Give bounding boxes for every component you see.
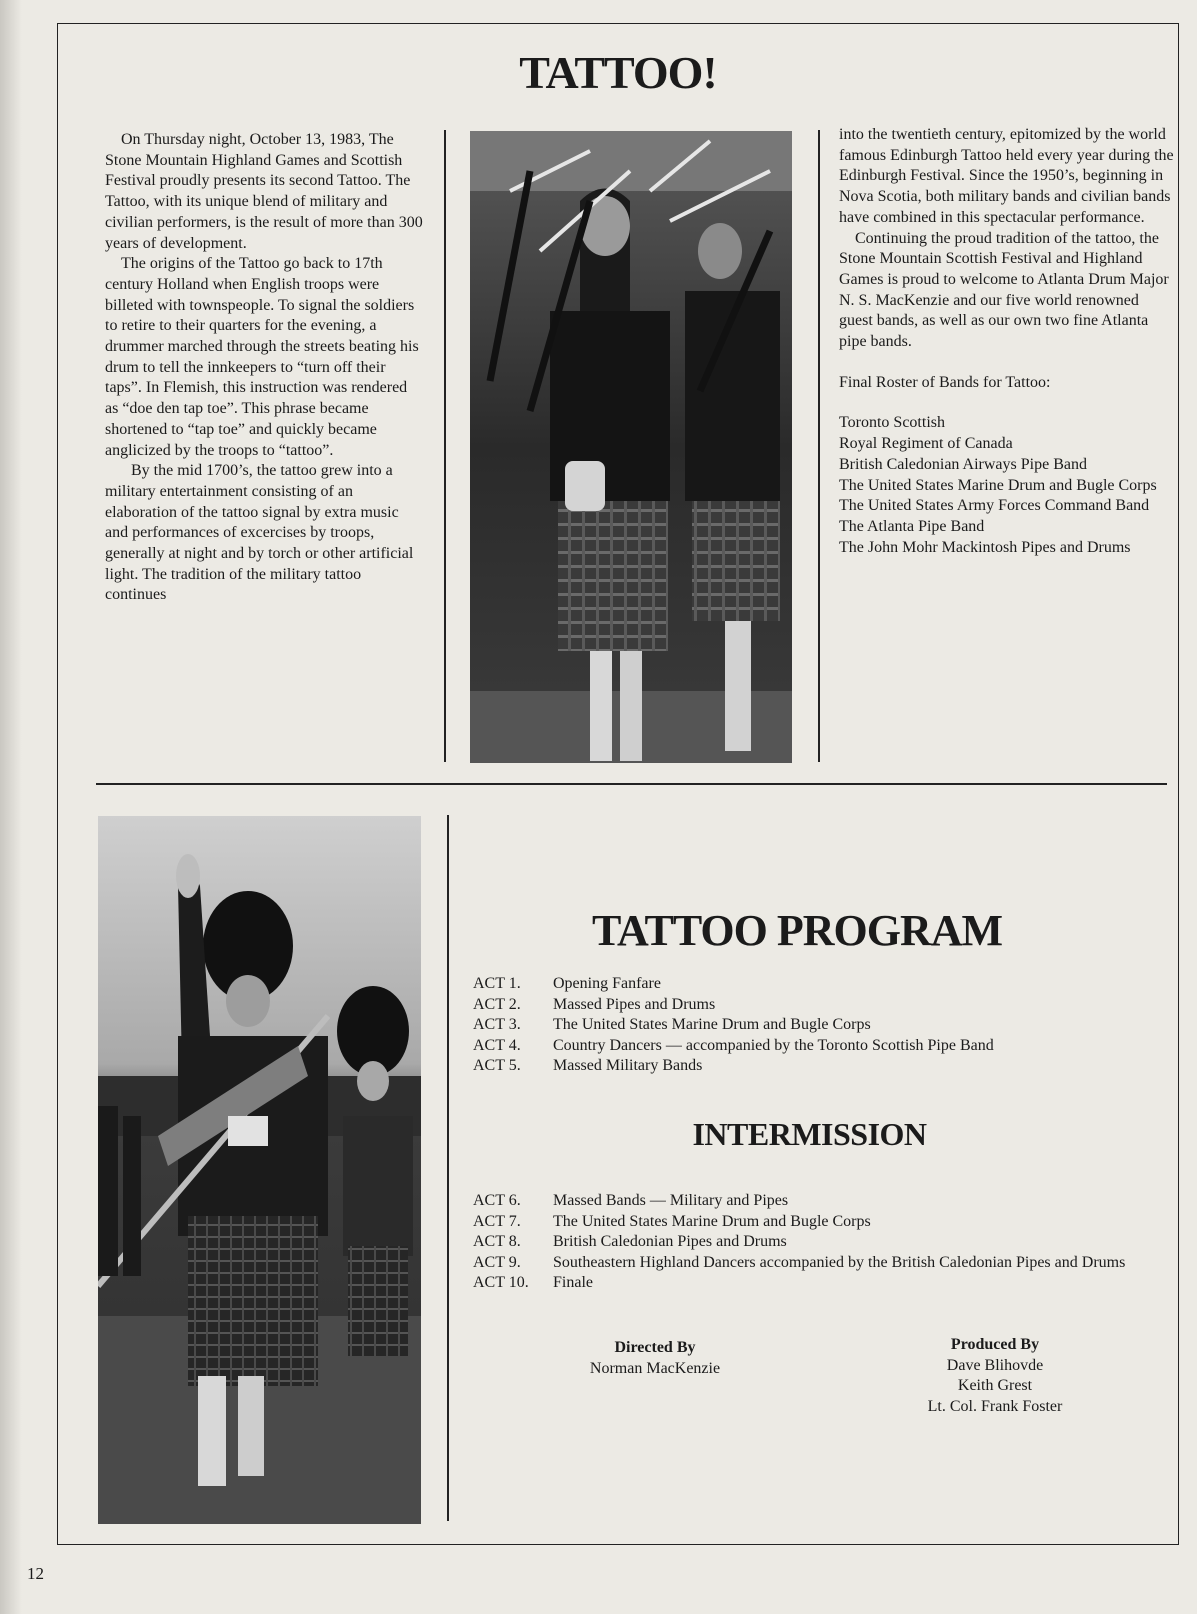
program-acts-part-2 [473, 1191, 1173, 1294]
roster-heading: Final Roster of Bands for Tattoo: [839, 373, 1051, 391]
pipers-photo-image [470, 131, 792, 763]
drum-major-photo-image [98, 816, 421, 1524]
act-number: ACT 2. [473, 995, 521, 1013]
act-number: ACT 7. [473, 1212, 521, 1230]
act-row [473, 1232, 1173, 1253]
act-description: Country Dancers — accompanied by the Toronto Scottish Pipe Band [553, 1036, 994, 1054]
roster-item: The Atlanta Pipe Band [839, 517, 985, 535]
act-description: Opening Fanfare [553, 975, 661, 992]
act-row [473, 1036, 1173, 1057]
drum-major-photo [98, 816, 421, 1524]
directed-by-credit [560, 1338, 750, 1379]
article-column-3 [839, 125, 1174, 558]
credit-heading: Directed By [614, 1339, 696, 1356]
act-row [473, 1273, 1173, 1294]
act-row [473, 1015, 1173, 1036]
program-acts-part-1 [473, 974, 1173, 1077]
produced-by-credit [895, 1335, 1095, 1417]
article-title: TATTOO! [519, 47, 717, 98]
act-number: ACT 5. [473, 1057, 521, 1075]
roster-item: Toronto Scottish [839, 414, 945, 432]
act-description: The United States Marine Drum and Bugle Corps [553, 1212, 871, 1230]
act-description: Massed Pipes and Drums [553, 995, 716, 1013]
act-row [473, 1253, 1173, 1274]
roster-item: The John Mohr Mackintosh Pipes and Drums [839, 538, 1131, 556]
act-number: ACT 3. [473, 1016, 521, 1034]
intermission-heading: INTERMISSION [692, 1116, 927, 1152]
act-description: British Caledonian Pipes and Drums [553, 1233, 787, 1251]
section-divider [96, 783, 1167, 785]
act-number: ACT 1. [473, 975, 521, 992]
act-number: ACT 8. [473, 1233, 521, 1251]
act-number: ACT 4. [473, 1036, 521, 1054]
band-roster [839, 413, 1174, 558]
act-row [473, 1191, 1173, 1212]
paragraph: On Thursday night, October 13, 1983, The Stone Mountain Highland Games and Scottish Festival proudly presents its second Tattoo. The Tattoo, with its unique blend of military and civilian performers, is the result of more than 300 years of development. [105, 131, 423, 252]
paragraph: The origins of the Tattoo go back to 17th century Holland when English troops were billeted with townspeople. To signal the soldiers to retire to their quarters for the evening, a drummer marched through the streets beating his drum to tell the innkeepers to “turn off their taps”. In Flemish, this instruction was rendered as “doe den tap toe”. This phrase became shortened to “tap toe” and quickly became anglicized by the troops to “tattoo”. [105, 255, 419, 459]
credit-name: Dave Blihovde [946, 1356, 1044, 1374]
roster-item: The United States Marine Drum and Bugle Corps [839, 476, 1157, 494]
program-title: TATTOO PROGRAM [591, 906, 1003, 955]
act-row [473, 974, 1173, 995]
credit-name: Keith Grest [957, 1377, 1033, 1394]
act-number: ACT 10. [473, 1274, 529, 1292]
act-description: Finale [553, 1274, 593, 1292]
page-edge-shadow [0, 0, 22, 1614]
column-divider [444, 130, 446, 762]
column-divider [818, 130, 820, 762]
pipers-photo [470, 131, 792, 763]
paragraph: Continuing the proud tradition of the tattoo, the Stone Mountain Scottish Festival and Highland Games is proud to welcome to Atlanta Drum Major N. S. MacKenzie and our five world renowned guest bands, as well as our own two fine Atlanta pipe bands. [839, 229, 1169, 351]
article-column-1 [105, 130, 423, 606]
paragraph: By the mid 1700’s, the tattoo grew into a military entertainment consisting of an elaboration of the tattoo signal by extra music and performances of excercises by troops, generally at night and by torch or other artificial light. The tradition of the military tattoo continues [105, 462, 414, 604]
roster-item: The United States Army Forces Command Band [839, 497, 1150, 515]
credit-name: Norman MacKenzie [589, 1359, 721, 1377]
act-row [473, 1212, 1173, 1233]
credit-name: Lt. Col. Frank Foster [927, 1397, 1063, 1415]
act-number: ACT 6. [473, 1192, 521, 1209]
paragraph: into the twentieth century, epitomized by the world famous Edinburgh Tattoo held every year during the Edinburgh Festival. Since the 1950’s, beginning in Nova Scotia, both military bands and civilian bands have combined in this spectacular performance. [839, 126, 1174, 226]
act-description: Massed Bands — Military and Pipes [553, 1192, 789, 1209]
roster-item: British Caledonian Airways Pipe Band [839, 455, 1087, 473]
page-number: 12 [27, 1564, 44, 1583]
act-description: The United States Marine Drum and Bugle Corps [553, 1016, 871, 1034]
act-number: ACT 9. [473, 1253, 521, 1271]
act-row [473, 1056, 1173, 1077]
roster-item: Royal Regiment of Canada [839, 435, 1013, 453]
credit-heading: Produced By [950, 1336, 1040, 1353]
act-row [473, 995, 1173, 1016]
act-description: Massed Military Bands [553, 1057, 703, 1075]
act-description: Southeastern Highland Dancers accompanied by the British Caledonian Pipes and Drums [553, 1253, 1126, 1271]
